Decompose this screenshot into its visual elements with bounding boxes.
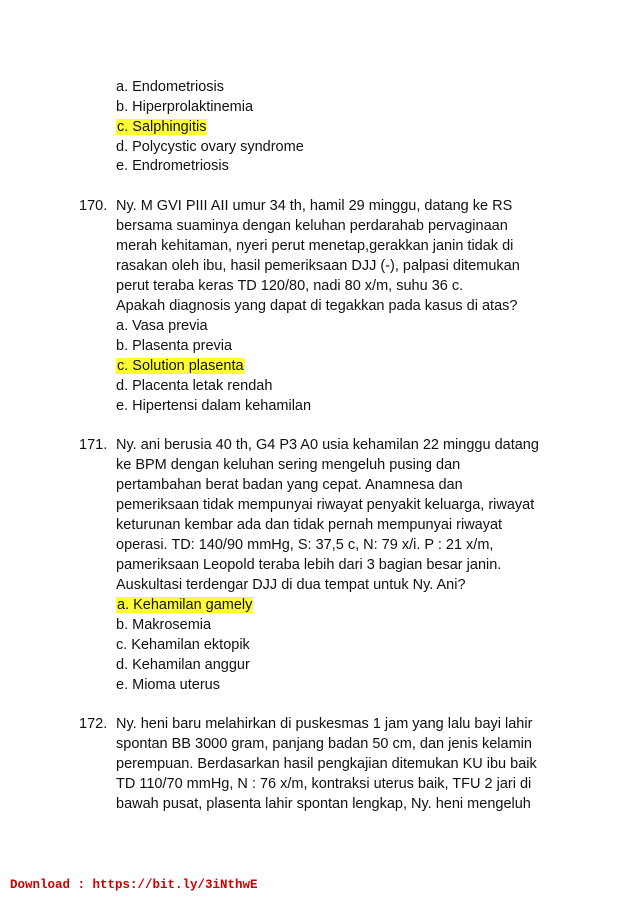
question-text: perut teraba keras TD 120/80, nadi 80 x/m, suhu 36 c. — [116, 278, 464, 294]
question-text: bawah pusat, plasenta lahir spontan lengkap, Ny. heni mengeluh — [116, 796, 531, 812]
question-text: ke BPM dengan keluhan sering mengeluh pusing dan — [116, 457, 461, 473]
question-number: 170. — [79, 198, 108, 214]
option-line: b. Plasenta previa — [116, 338, 233, 354]
question-text: perempuan. Berdasarkan hasil pengkajian ditemukan KU ibu baik — [116, 756, 537, 772]
option-line: b. Makrosemia — [116, 617, 212, 633]
download-link[interactable]: Download : https://bit.ly/3iNthwE — [10, 878, 258, 892]
question-text: keturunan kembar ada dan tidak pernah mempunyai riwayat — [116, 517, 503, 533]
question-text: Auskultasi terdengar DJJ di dua tempat untuk Ny. Ani? — [116, 577, 466, 593]
option-line: d. Kehamilan anggur — [116, 657, 250, 673]
question-text: rasakan oleh ibu, hasil pemeriksaan DJJ (-), palpasi ditemukan — [116, 258, 520, 274]
question-text: pemeriksaan tidak mempunyai riwayat penyakit keluarga, riwayat — [116, 497, 535, 513]
question-text: merah kehitaman, nyeri perut menetap,gerakkan janin tidak di — [116, 238, 514, 254]
question-text: Ny. M GVI PIII AII umur 34 th, hamil 29 minggu, datang ke RS — [116, 198, 513, 214]
option-line: a. Endometriosis — [116, 79, 224, 95]
option-line: e. Hipertensi dalam kehamilan — [116, 398, 312, 414]
question-text: Apakah diagnosis yang dapat di tegakkan pada kasus di atas? — [116, 298, 518, 314]
question-text: pertambahan berat badan yang cepat. Anamnesa dan — [116, 477, 463, 493]
question-text: operasi. TD: 140/90 mmHg, S: 37,5 c, N: 79 x/i. P : 21 x/m, — [116, 537, 494, 553]
option-line: e. Endrometriosis — [116, 158, 229, 174]
option-line-answer: a. Kehamilan gamely — [117, 597, 253, 613]
question-text: Ny. heni baru melahirkan di puskesmas 1 jam yang lalu bayi lahir — [116, 716, 533, 732]
option-line-answer: c. Solution plasenta — [117, 358, 244, 374]
option-line-answer: c. Salphingitis — [117, 119, 207, 135]
question-text: TD 110/70 mmHg, N : 76 x/m, kontraksi uterus baik, TFU 2 jari di — [116, 776, 532, 792]
option-line: d. Placenta letak rendah — [116, 378, 273, 394]
option-line: d. Polycystic ovary syndrome — [116, 139, 304, 155]
option-line: b. Hiperprolaktinemia — [116, 99, 254, 115]
question-text: Ny. ani berusia 40 th, G4 P3 A0 usia kehamilan 22 minggu datang — [116, 437, 539, 453]
option-line: a. Vasa previa — [116, 318, 208, 334]
option-line: c. Kehamilan ektopik — [116, 637, 250, 653]
question-number: 172. — [79, 716, 108, 732]
question-text: bersama suaminya dengan keluhan perdarahab pervaginaan — [116, 218, 508, 234]
option-line: e. Mioma uterus — [116, 677, 220, 693]
question-number: 171. — [79, 437, 108, 453]
question-text: spontan BB 3000 gram, panjang badan 50 cm, dan jenis kelamin — [116, 736, 532, 752]
question-text: pameriksaan Leopold teraba lebih dari 3 bagian besar janin. — [116, 557, 502, 573]
